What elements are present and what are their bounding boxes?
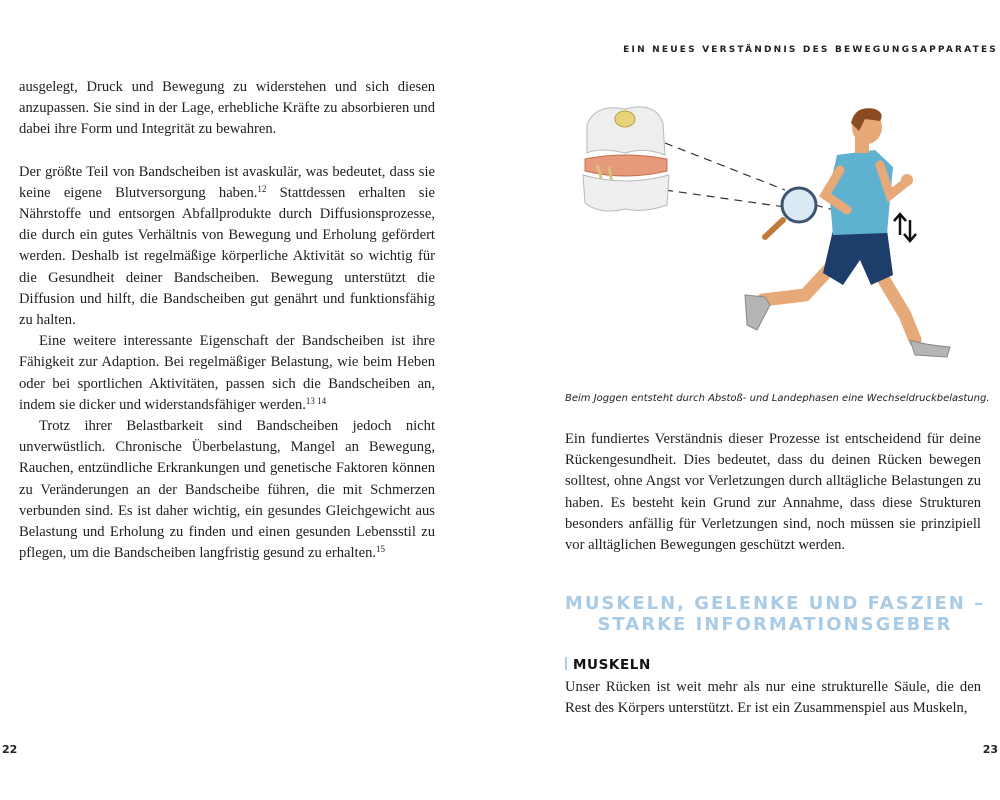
right-body-text [565,429,981,556]
runner-figure [745,108,950,357]
page-number: 23 [982,743,998,756]
footnote-ref: 12 [257,183,267,194]
section-heading [560,593,990,635]
section-heading-line: MUSKELN, GELENKE UND FASZIEN – [564,593,986,614]
paragraph: Unser Rücken ist weit mehr als nur eine strukturelle Säule, die den Rest des Körpers unterstützt. Er ist ein Zusammenspiel aus Muskeln, [565,679,981,717]
right-body-text-2 [565,677,981,719]
footnote-ref: 15 [376,544,386,555]
paragraph: ausgelegt, Druck und Bewegung zu widerstehen und sich diesen anzupassen. Sie sind in der Lage, erhebliche Kräfte zu absorbieren und dabei ihre Form und Integrität zu bewahren. [19,79,435,138]
left-body-text [19,77,435,564]
subheading-bar [565,657,567,670]
running-illustration [575,95,965,380]
dashed-lines [665,143,845,213]
magnifier-icon [765,188,816,237]
paragraph: Eine weitere interessante Eigenschaft der Bandscheiben ist ihre Fähigkeit zur Adaption. Bei regelmäßiger Belastung, wie beim Heben oder bei sportlichen Aktivitäten, passen sich die Bandscheiben an, indem sie dicker und widerstandsfähiger werden.$^{13 14}$ [19,333,435,413]
up-down-arrows-icon [894,214,916,241]
paragraph: Der größte Teil von Bandscheiben ist avaskulär, was bedeutet, dass sie keine eigene Blutversorgung haben.$^{12}$ Stattdessen erhalten sie Nährstoffe und entsorgen Abfallprodukte durch Diffusionsprozesse, die durch ein gutes Verhältnis von Bewegung und Erholung gefördert werden. Deshalb ist regelmäßige körperliche Aktivität so wichtig für die Gesundheit deiner Bandscheiben. Bewegung unterstützt die Diffusion und hilft, die Bandscheiben gut genährt und funktionsfähig zu halten. [19,163,435,329]
figure-caption: Beim Joggen entsteht durch Abstoß- und Landephasen eine Wechseldruckbelastung. [565,393,990,404]
page-number: 22 [2,743,18,756]
running-head: EIN NEUES VERSTÄNDNIS DES BEWEGUNGSAPPARATES [623,45,998,55]
footnote-ref: 13 14 [305,395,327,406]
section-heading-line: STARKE INFORMATIONSGEBER [597,614,953,635]
subheading: MUSKELN [565,657,651,673]
paragraph: Ein fundiertes Verständnis dieser Prozesse ist entscheidend für deine Rückengesundheit. Dies bedeutet, dass du deinen Rücken bewegen solltest, ohne Angst vor Verletzungen durch alltägliche Belastungen zu haben. Es besteht kein Grund zur Annahme, dass diese Strukturen besonders anfällig für Verletzungen sind, noch müssen sie prinzipiell vor alltäglichen Bewegungen geschützt werden. [565,431,981,554]
vertebra-disc-icon [583,107,669,211]
paragraph: Trotz ihrer Belastbarkeit sind Bandscheiben jedoch nicht unverwüstlich. Chronische Überbelastung, Mangel an Bewegung, Rauchen, entzündliche Erkrankungen und genetische Faktoren können zu Veränderungen an der Bandscheibe führen, die mit Schmerzen verbunden sind. Es ist daher wichtig, ein gesundes Gleichgewicht aus Belastung und Erholung zu finden und einen gesunden Lebensstil zu pflegen, um die Bandscheiben langfristig gesund zu erhalten.$^{15}$ [19,418,435,562]
